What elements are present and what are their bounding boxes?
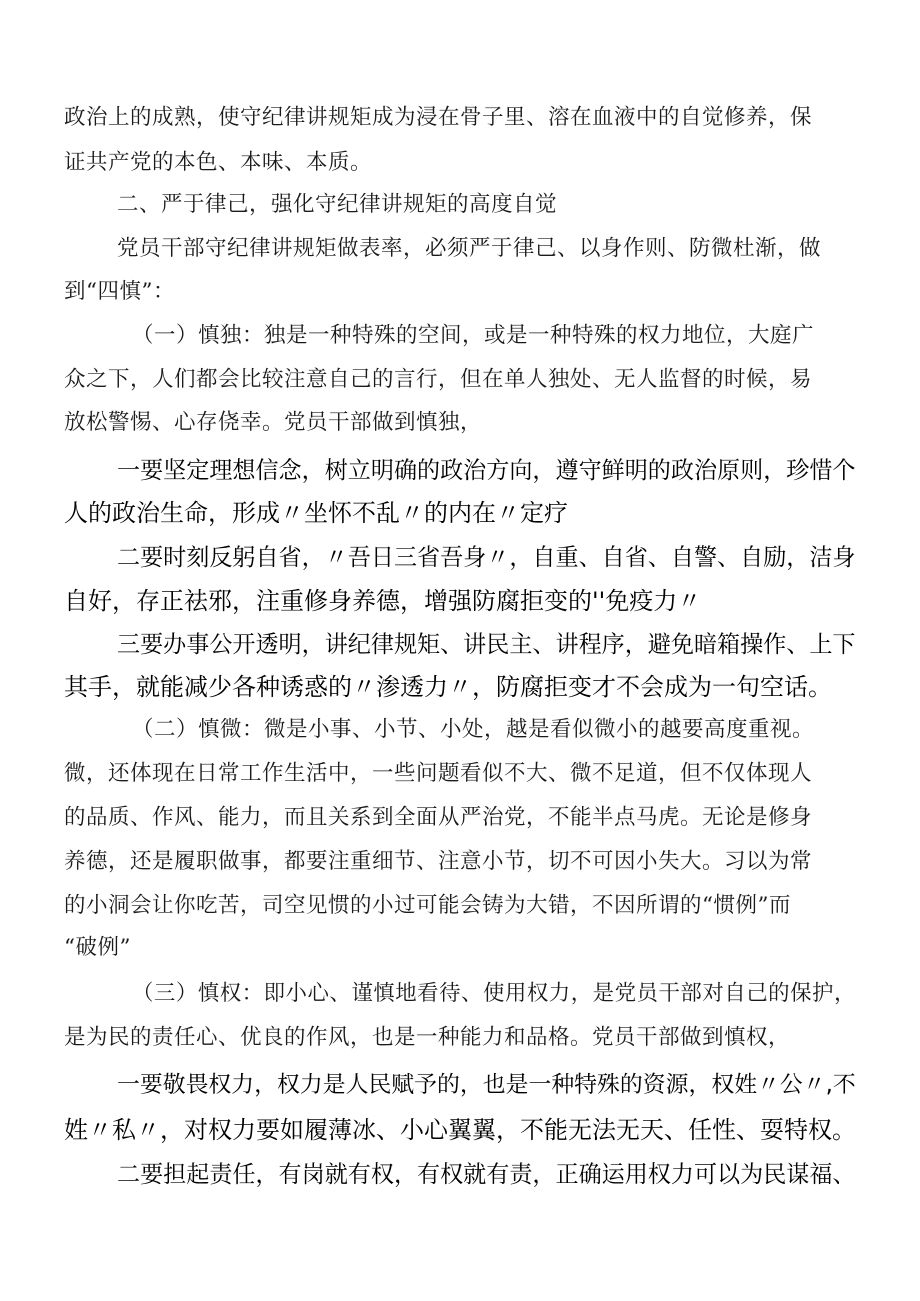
text-line: 是为民的责任心、优良的作风，也是一种能力和品格。党员干部做到慎权，: [64, 1025, 791, 1050]
text-line: “破例”: [64, 935, 131, 960]
text-line: 微，还体现在日常工作生活中，一些问题看似不大、微不足道，但不仅体现人: [64, 761, 813, 786]
text-line: 党员干部守纪律讲规矩做表率，必须严于律己、以身作则、防微杜渐，做: [117, 236, 822, 261]
text-line: 二要担起责任，有岗就有权，有权就有责，正确运用权力可以为民谋福、: [117, 1162, 856, 1188]
text-line: 众之下，人们都会比较注意自己的言行，但在单人独处、无人监督的时候，易: [64, 367, 813, 392]
text-line: 证共产党的本色、本味、本质。: [64, 150, 373, 175]
text-line: 放松警惕、心存侥幸。党员干部做到慎独，: [64, 410, 483, 435]
text-line: 到“四慎”：: [64, 279, 175, 304]
text-line: （三）慎权：即小心、谨慎地看待、使用权力，是党员干部对自己的保护，: [132, 981, 856, 1006]
text-line: 的品质、作风、能力，而且关系到全面从严治党，不能半点马虎。无论是修身: [64, 805, 813, 830]
text-line: 一要敬畏权力，权力是人民赋予的，也是一种特殊的资源，权姓〃公〃,不: [117, 1072, 856, 1098]
text-line: （一）慎独：独是一种特殊的空间，或是一种特殊的权力地位，大庭广: [132, 323, 815, 348]
text-line: 姓〃私〃，对权力要如履薄冰、小心翼翼，不能无法无天、任性、耍特权。: [64, 1116, 856, 1144]
text-line: 三要办事公开透明，讲纪律规矩、讲民主、讲程序，避免暗箱操作、上下: [117, 632, 856, 658]
text-line: 自好，存正祛邪，注重修身养德，增强防腐拒变的''免疫力〃: [64, 587, 702, 615]
section-heading: 二、严于律己，强化守纪律讲规矩的高度自觉: [117, 192, 558, 217]
text-line: 一要坚定理想信念，树立明确的政治方向，遵守鲜明的政治原则，珍惜个: [117, 458, 856, 484]
text-line: （二）慎微：微是小事、小节、小处，越是看似微小的越要高度重视。: [132, 717, 815, 742]
text-line: 的小洞会让你吃苦，司空见惯的小过可能会铸为大错，不因所谓的“惯例”而: [64, 893, 791, 918]
text-line: 养德，还是履职做事，都要注重细节、注意小节，切不可因小失大。习以为常: [64, 849, 813, 874]
text-line: 人的政治生命，形成〃坐怀不乱〃的内在〃定疗: [64, 499, 568, 527]
text-line: 二要时刻反躬自省，〃吾日三省吾身〃，自重、自省、自警、自励，洁身: [117, 545, 856, 571]
text-line: 政治上的成熟，使守纪律讲规矩成为浸在骨子里、溶在血液中的自觉修养，保: [64, 105, 813, 130]
text-line: 其手，就能减少各种诱惑的〃渗透力〃，防腐拒变才不会成为一句空话。: [64, 673, 832, 701]
